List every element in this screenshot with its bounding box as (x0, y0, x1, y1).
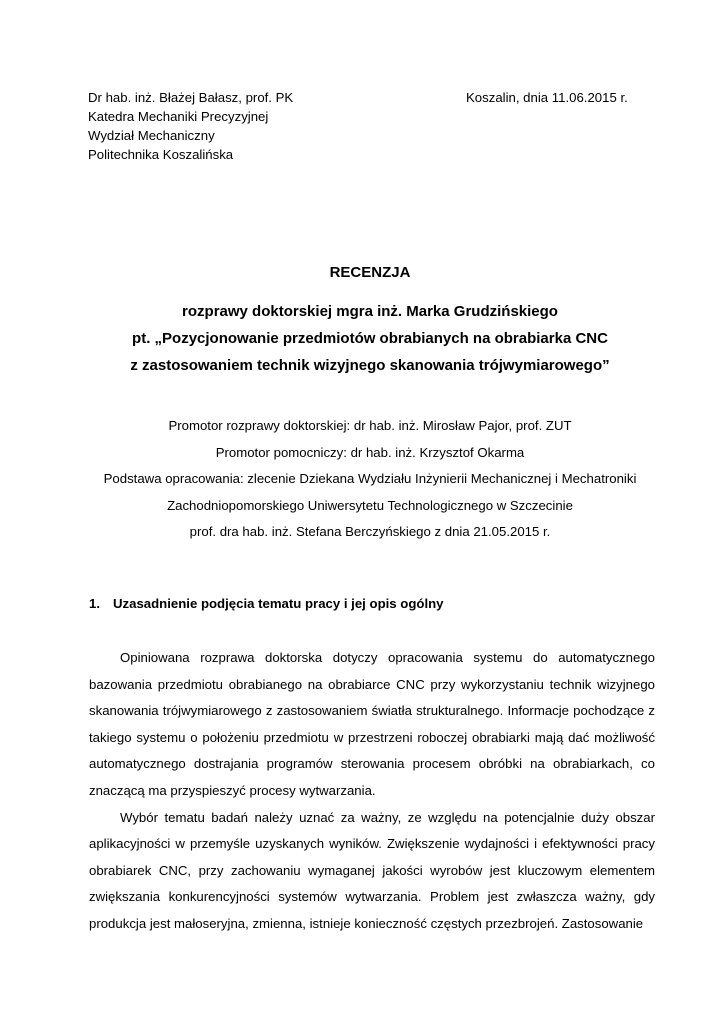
author-university: Politechnika Koszalińska (88, 147, 234, 162)
section-heading (89, 596, 444, 611)
title-block (60, 262, 680, 379)
info-block (60, 413, 680, 546)
info-assistant-promoter: Promotor pomocniczy: dr hab. inż. Krzysztof Okarma (215, 444, 525, 460)
paragraph: Wybór tematu badań należy uznać za ważny, ze względu na potencjalnie duży obszar aplikacyjności w przemyśle uzyskanych wyników. Zwiększenie wydajności i efektywności pracy obrabiarek CNC, przy zachowaniu wymaganej jakości wyrobów jest kluczowym elementem zwiększania konkurencyjności systemów wytwarzania. Problem jest zwłaszcza ważny, gdy produkcja jest małoseryjna, zmienna, istnieje konieczność częstych przezbrojeń. Zastosowanie (89, 809, 655, 931)
author-block (88, 88, 293, 164)
info-basis-line-2: Zachodniopomorskiego Uniwersytetu Technologicznego w Szczecinie (167, 497, 573, 513)
author-department: Katedra Mechaniki Precyzyjnej (88, 109, 269, 124)
info-basis-line-3: prof. dra hab. inż. Stefana Berczyńskiego z dnia 21.05.2015 r. (189, 524, 551, 540)
document-date: Koszalin, dnia 11.06.2015 r. (466, 90, 628, 105)
title-line-2: pt. „Pozycjonowanie przedmiotów obrabianych na obrabiarka CNC (132, 330, 608, 347)
document-heading: RECENZJA (329, 264, 411, 281)
author-name: Dr hab. inż. Błażej Bałasz, prof. PK (88, 90, 294, 105)
title-line-3: z zastosowaniem technik wizyjnego skanowania trójwymiarowego” (130, 357, 610, 374)
info-basis-line-1: Podstawa opracowania: zlecenie Dziekana Wydziału Inżynierii Mechanicznej i Mechatroniki (103, 471, 637, 487)
body-text (89, 645, 655, 938)
paragraph: Opiniowana rozprawa doktorska dotyczy opracowania systemu do automatycznego bazowania przedmiotu obrabianego na obrabiarce CNC przy wykorzystaniu technik wizyjnego skanowania trójwymiarowego z zastosowaniem światła strukturalnego. Informacje pochodzące z takiego systemu o położeniu przedmiotu w przestrzeni roboczej obrabiarki mają dać możliwość automatycznego dostrajania programów sterowania procesem obróbki na obrabiarkach, co znaczącą ma przyspieszyć procesy wytwarzania. (89, 650, 655, 798)
section-title: Uzasadnienie podjęcia tematu pracy i jej opis ogólny (113, 596, 444, 611)
author-faculty: Wydział Mechaniczny (88, 128, 215, 143)
title-line-1: rozprawy doktorskiej mgra inż. Marka Grudzińskiego (182, 303, 558, 320)
info-promoter: Promotor rozprawy doktorskiej: dr hab. inż. Mirosław Pajor, prof. ZUT (168, 418, 572, 433)
section-number: 1. (89, 596, 100, 611)
